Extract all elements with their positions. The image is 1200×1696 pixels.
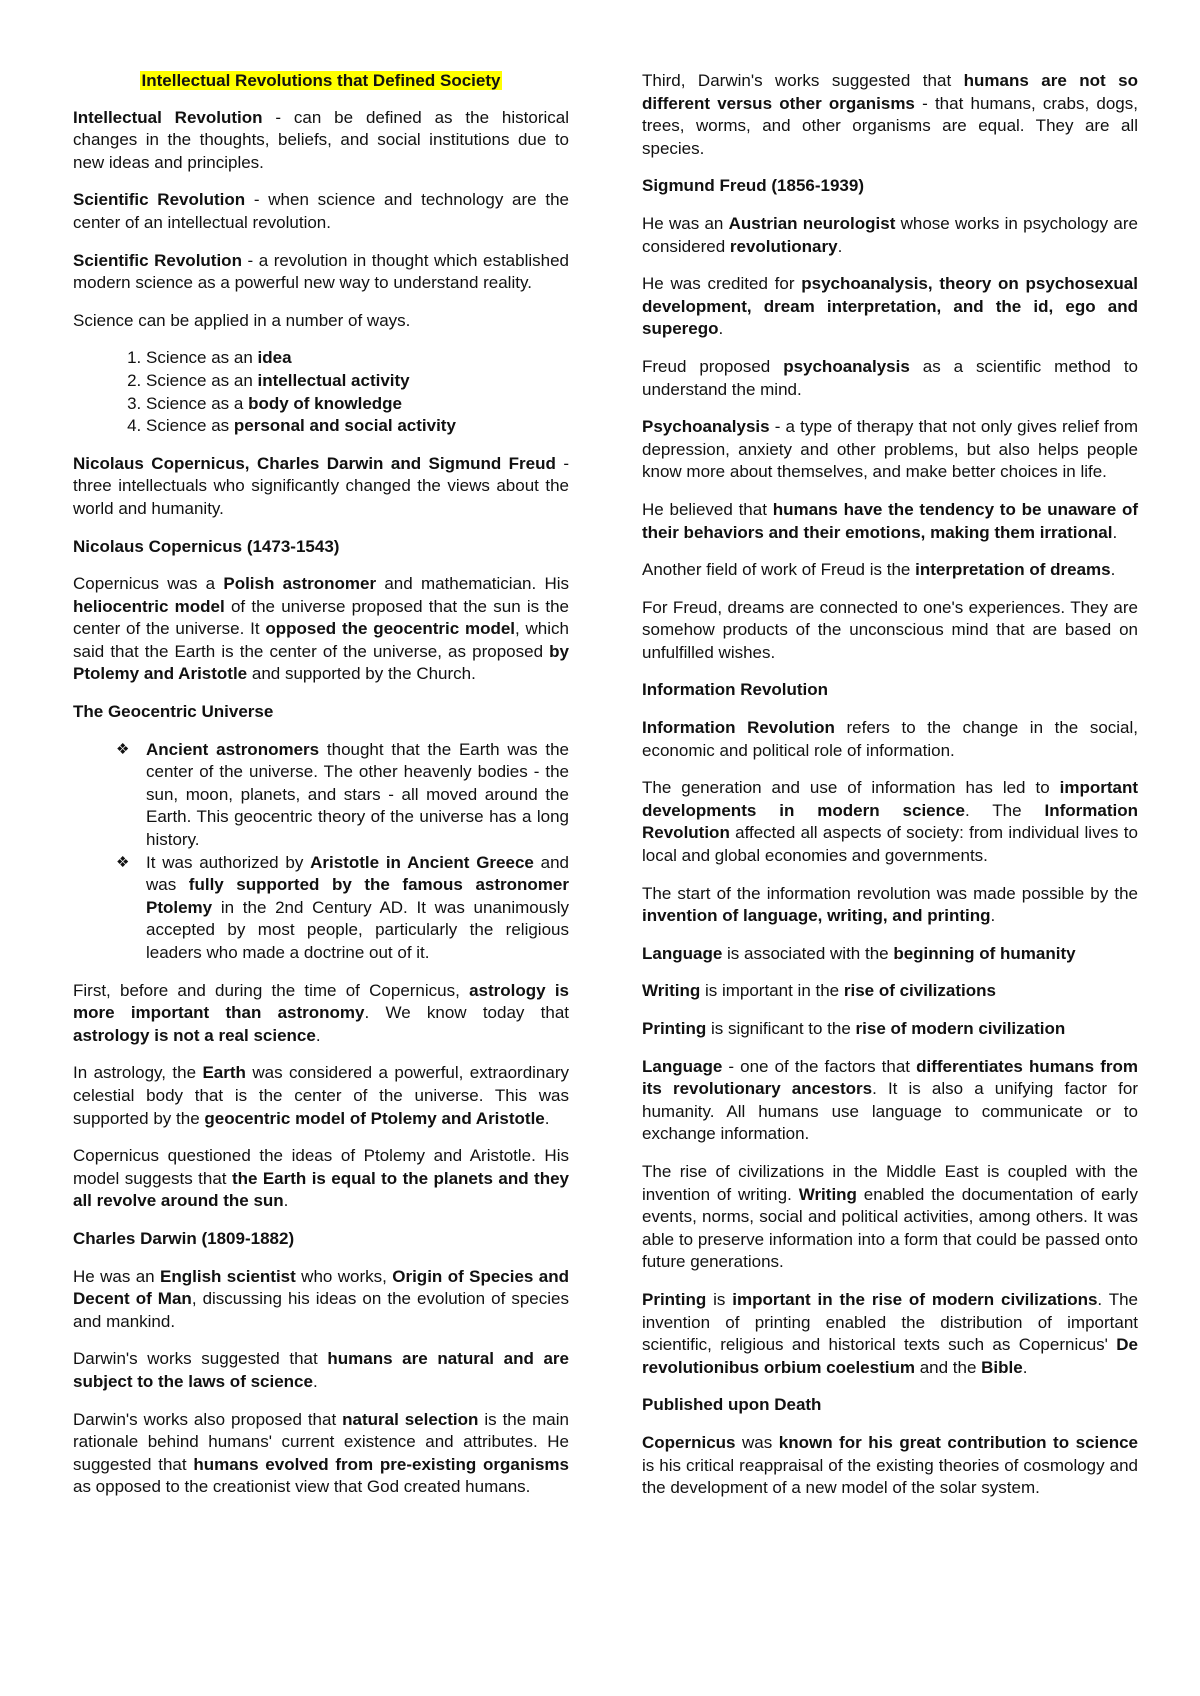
freud-dreams-field: Another field of work of Freud is the interpretation of dreams. <box>642 560 1116 580</box>
astrology-first: First, before and during the time of Copernicus, astrology is more important than astronomy. We know today that astrology is not a real science. <box>73 980 570 1045</box>
right-column <box>642 70 1138 1515</box>
freud-paragraph-1: He was an Austrian neurologist whose works in psychology are considered revolutionary. <box>642 213 1138 256</box>
published-heading: Published upon Death <box>642 1395 822 1415</box>
list-item: 4. Science as personal and social activity <box>146 415 569 438</box>
list-item: 2. Science as an intellectual activity <box>146 370 569 393</box>
info-paragraph-1: Information Revolution refers to the change in the social, economic and political role of information. <box>642 718 1139 760</box>
writing-line: Writing is important in the rise of civilizations <box>642 981 996 1001</box>
copernicus-heading: Nicolaus Copernicus (1473-1543) <box>73 536 340 556</box>
writing-paragraph: The rise of civilizations in the Middle East is coupled with the invention of writing. Writing enabled the documentation of early events, norms, social and political activities, among others. It was able to preserve information into a form that could be passed onto future generations. <box>642 1161 1138 1272</box>
language-line: Language is associated with the beginning of humanity <box>642 943 1076 963</box>
freud-dreams: For Freud, dreams are connected to one's experiences. They are somehow products of the unconscious mind that are based on unfulfilled wishes. <box>642 597 1138 662</box>
astrology-earth: In astrology, the Earth was considered a powerful, extraordinary celestial body that is the center of the universe. This was supported by the geocentric model of Ptolemy and Aristotle. <box>73 1063 569 1128</box>
darwin-paragraph-3: Darwin's works also proposed that natural selection is the main rationale behind humans' current existence and attributes. He suggested that humans evolved from pre-existing organisms as opposed to the creationist view that God created humans. <box>73 1409 569 1497</box>
list-item: 3. Science as a body of knowledge <box>146 393 569 416</box>
information-heading: Information Revolution <box>642 680 829 700</box>
language-paragraph: Language - one of the factors that differentiates humans from its revolutionary ancestors. It is also a unifying factor for humanity. All humans use language to communicate or to exchange information. <box>642 1056 1138 1144</box>
freud-paragraph-2: He was credited for psychoanalysis, theory on psychosexual development, dream interpretation, and the id, ego and superego. <box>642 274 1138 339</box>
diamond-bullet-icon: ❖ <box>116 740 130 758</box>
printing-line: Printing is significant to the rise of modern civilization <box>642 1019 1066 1038</box>
list-item: ❖ Ancient astronomers thought that the Earth was the center of the universe. The other heavenly bodies - the sun, moon, planets, and stars - all moved around the Earth. This geocentric theory of the universe has a long history. <box>116 739 569 850</box>
freud-heading: Sigmund Freud (1856-1939) <box>642 176 865 196</box>
geocentric-list <box>73 739 569 965</box>
science-intro: Science can be applied in a number of ways. <box>73 310 411 330</box>
freud-belief: He believed that humans have the tendency to be unaware of their behaviors and their emotions, making them irrational. <box>642 499 1138 542</box>
darwin-third: Third, Darwin's works suggested that humans are not so different versus other organisms - that humans, crabs, dogs, trees, worms, and other organisms are equal. They are all species. <box>642 71 1139 158</box>
def-scientific-revolution-2: Scientific Revolution - a revolution in thought which established modern science as a powerful new way to understand reality. <box>73 250 569 293</box>
left-column <box>73 70 569 1514</box>
def-scientific-revolution-1: Scientific Revolution - when science and technology are the center of an intellectual revolution. <box>73 190 569 232</box>
psychoanalysis-definition: Psychoanalysis - a type of therapy that not only gives relief from depression, anxiety and other problems, but also helps people know more about themselves, and make better choices in life. <box>642 417 1138 482</box>
diamond-bullet-icon: ❖ <box>116 853 130 871</box>
geocentric-heading: The Geocentric Universe <box>73 702 274 722</box>
info-paragraph-3: The start of the information revolution was made possible by the invention of language, writing, and printing. <box>642 883 1138 926</box>
darwin-paragraph-2: Darwin's works suggested that humans are natural and are subject to the laws of science. <box>73 1349 569 1391</box>
list-item: 1. Science as an idea <box>146 347 569 370</box>
def-intellectual-revolution: Intellectual Revolution - can be defined as the historical changes in the thoughts, beliefs, and social institutions due to new ideas and principles. <box>73 107 569 172</box>
info-paragraph-2: The generation and use of information has led to important developments in modern science. The Information Revolution affected all aspects of society: from individual lives to local and global economies and governments. <box>642 778 1139 866</box>
science-list <box>73 347 569 437</box>
printing-paragraph: Printing is important in the rise of modern civilizations. The invention of printing enabled the distribution of important scientific, religious and historical texts such as Copernicus' De revolutionibus orbium coelestium and the Bible. <box>642 1289 1138 1377</box>
document-title: Intellectual Revolutions that Defined Society <box>141 71 501 90</box>
copernicus-questioned: Copernicus questioned the ideas of Ptolemy and Aristotle. His model suggests that the Earth is equal to the planets and they all revolve around the sun. <box>73 1146 569 1211</box>
copernicus-paragraph: Copernicus was a Polish astronomer and mathematician. His heliocentric model of the universe proposed that the sun is the center of the universe. It opposed the geocentric model, which said that the Earth is the center of the universe, as proposed by Ptolemy and Aristotle and supported by the Church. <box>73 574 570 684</box>
darwin-paragraph-1: He was an English scientist who works, Origin of Species and Decent of Man, discussing his ideas on the evolution of species and mankind. <box>73 1266 569 1331</box>
published-paragraph: Copernicus was known for his great contribution to science is his critical reappraisal of the existing theories of cosmology and the development of a new model of the solar system. <box>642 1432 1138 1498</box>
list-item: ❖ It was authorized by Aristotle in Ancient Greece and was fully supported by the famous astronomer Ptolemy in the 2nd Century AD. It was unanimously accepted by most people, particularly the religious leaders who made a doctrine out of it. <box>116 852 569 962</box>
freud-paragraph-3: Freud proposed psychoanalysis as a scientific method to understand the mind. <box>642 356 1138 399</box>
title-line <box>73 70 569 93</box>
darwin-heading: Charles Darwin (1809-1882) <box>73 1228 295 1248</box>
three-intellectuals: Nicolaus Copernicus, Charles Darwin and Sigmund Freud - three intellectuals who significantly changed the views about the world and humanity. <box>73 453 570 518</box>
